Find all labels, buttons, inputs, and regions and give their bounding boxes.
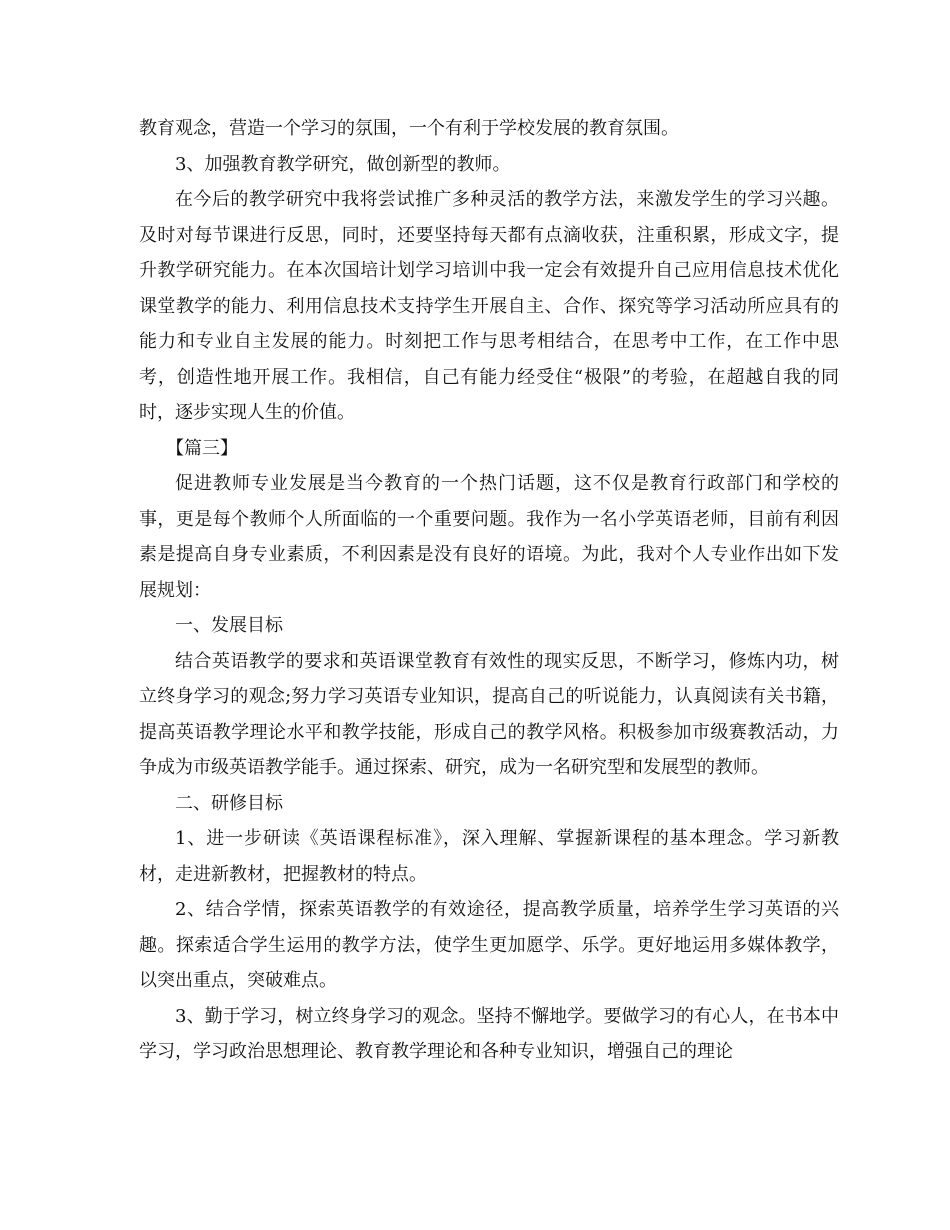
paragraph: 促进教师专业发展是当今教育的一个热门话题，这不仅是教育行政部门和学校的事，更是每个教师个人所面临的一个重要问题。我作为一名小学英语老师，目前有利因素是提高自身专业素质，不利因素是没有良好的语境。为此，我对个人专业作出如下发展规划：	[139, 473, 839, 601]
paragraph: 1、进一步研读《英语课程标准》，深入理解、掌握新课程的基本理念。学习新教材，走进新教材，把握教材的特点。	[139, 828, 839, 885]
paragraph: 2、结合学情，探索英语教学的有效途径，提高教学质量，培养学生学习英语的兴趣。探索适合学生运用的教学方法，使学生更加愿学、乐学。更好地运用多媒体教学，以突出重点，突破难点。	[139, 899, 839, 991]
section-heading: 【篇三】	[166, 437, 238, 459]
paragraph: 在今后的教学研究中我将尝试推广多种灵活的教学方法，来激发学生的学习兴趣。及时对每节课进行反思，同时，还要坚持每天都有点滴收获，注重积累，形成文字，提升教学研究能力。在本次国培计划学习培训中我一定会有效提升自己应用信息技术优化课堂教学的能力、利用信息技术支持学生开展自主、合作、探究等学习活动所应具有的能力和专业自主发展的能力。时刻把工作与思考相结合，在思考中工作，在工作中思考，创造性地开展工作。我相信，自己有能力经受住“极限”的考验，在超越自我的同时，逐步实现人生的价值。	[139, 189, 839, 423]
paragraph: 3、勤于学习，树立终身学习的观念。坚持不懈地学。要做学习的有心人，在书本中学习，学习政治思想理论、教育教学理论和各种专业知识，增强自己的理论	[139, 1005, 839, 1062]
paragraph: 3、加强教育教学研究，做创新型的教师。	[175, 153, 511, 175]
subheading: 二、研修目标	[175, 792, 283, 814]
paragraph: 教育观念，营造一个学习的氛围，一个有利于学校发展的教育氛围。	[139, 118, 679, 139]
paragraph: 结合英语教学的要求和英语课堂教育有效性的现实反思，不断学习，修炼内功，树立终身学习的观念;努力学习英语专业知识，提高自己的听说能力，认真阅读有关书籍，提高英语教学理论水平和教学技能，形成自己的教学风格。积极参加市级赛教活动，力争成为市级英语教学能手。通过探索、研究，成为一名研究型和发展型的教师。	[139, 650, 839, 778]
document-body	[139, 111, 839, 1070]
subheading: 一、发展目标	[175, 615, 283, 636]
